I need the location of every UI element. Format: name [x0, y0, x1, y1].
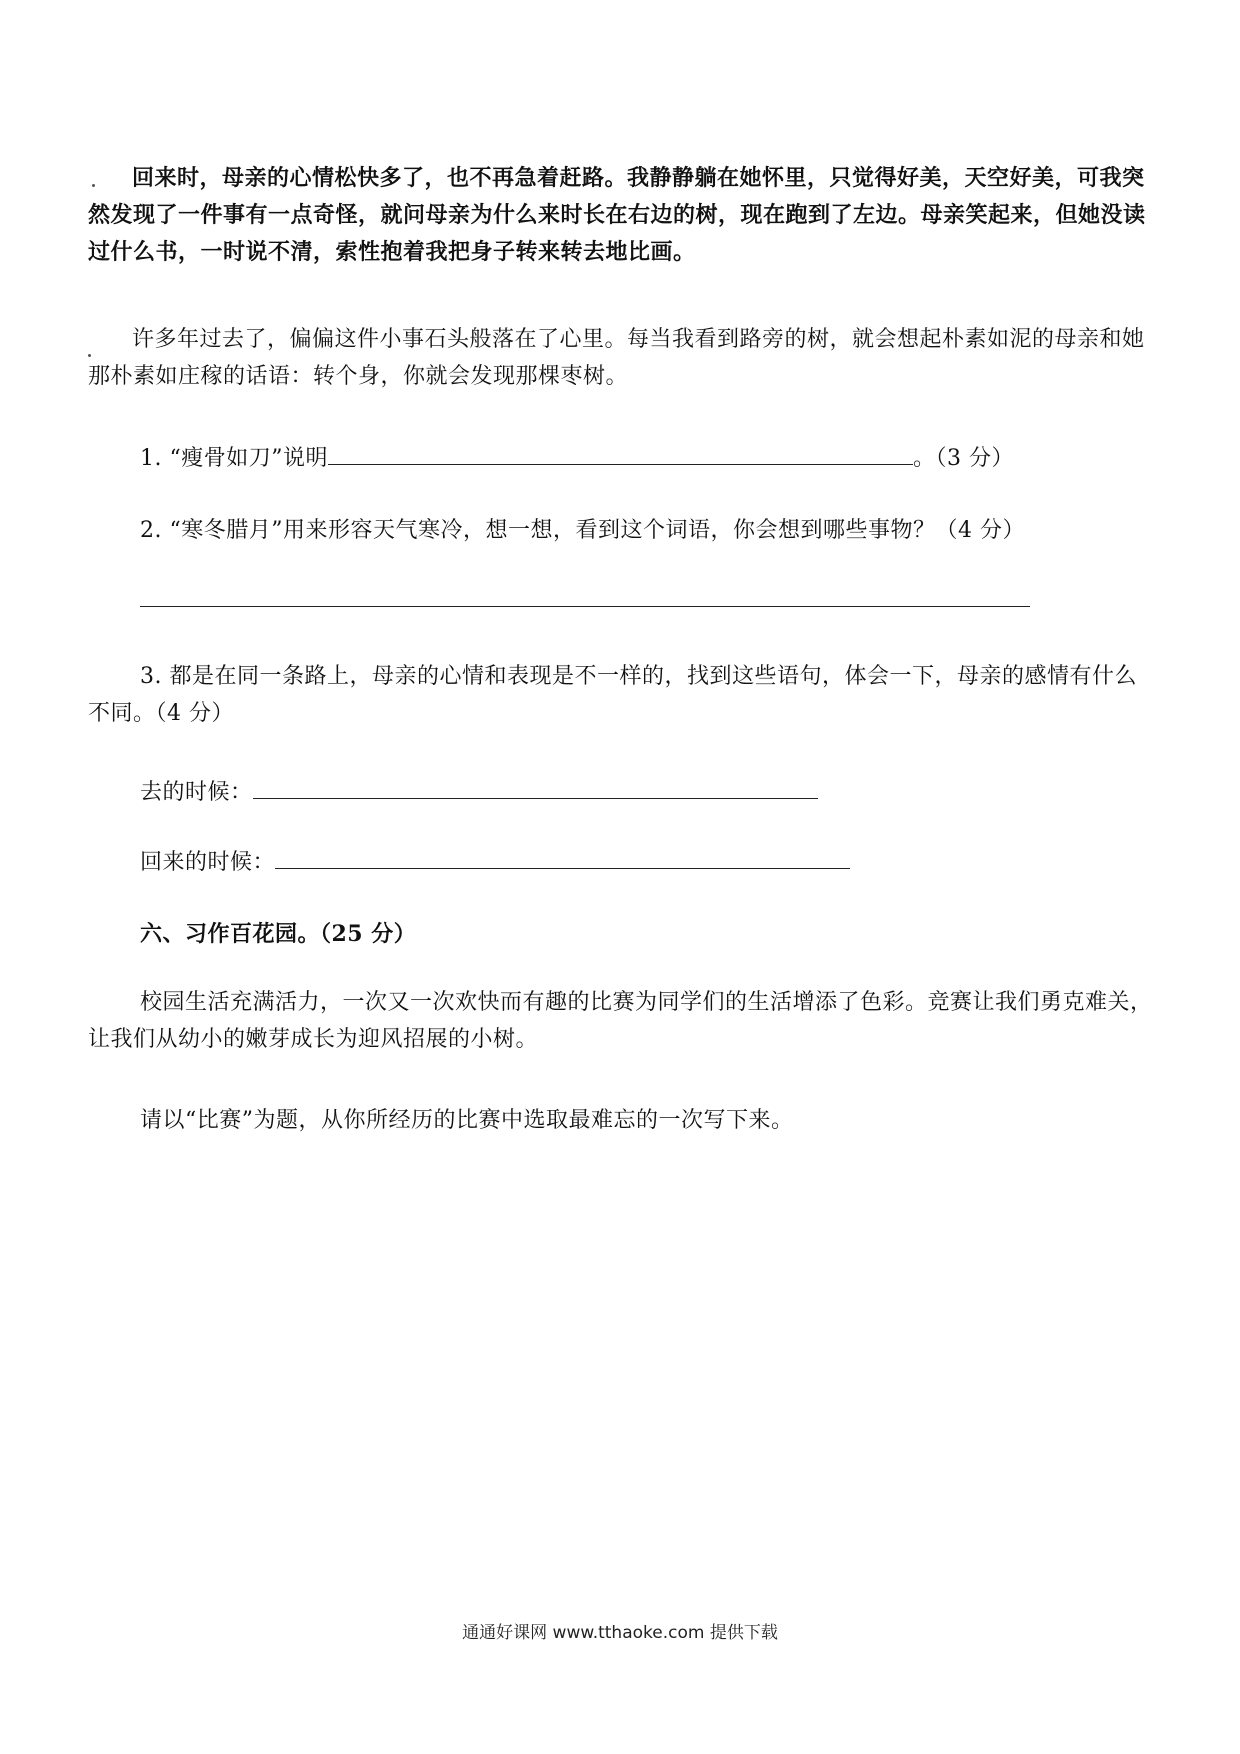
question-2: 2. “寒冬腊月”用来形容天气寒冷，想一想，看到这个词语，你会想到哪些事物？（4 分） — [140, 518, 1025, 543]
passage-paragraph-memory: 许多年过去了，偏偏这件小事石头般落在了心里。每当我看到路旁的树，就会想起朴素如泥的母亲和她那朴素如庄稼的话语：转个身，你就会发现那棵枣树。 — [88, 327, 1145, 389]
going-label: 去的时候： — [140, 780, 253, 805]
question-1-prompt: 1. “瘦骨如刀”说明 — [140, 446, 328, 471]
passage-paragraph-return: 回来时，母亲的心情松快多了，也不再急着赶路。我静静躺在她怀里，只觉得好美，天空好美，可我突然发现了一件事有一点奇怪，就问母亲为什么来时长在右边的树，现在跑到了左边。母亲笑起来，但她没读过什么书，一时说不清，索性抱着我把身子转来转去地比画。 — [88, 165, 1146, 265]
question-1 — [140, 440, 1140, 477]
section-6-prompt: 请以“比赛”为题，从你所经历的比赛中选取最难忘的一次写下来。 — [140, 1108, 794, 1133]
return-answer-blank[interactable] — [275, 850, 850, 869]
section-6-intro: 校园生活充满活力，一次又一次欢快而有趣的比赛为同学们的生活增添了色彩。竞赛让我们勇克难关，让我们从幼小的嫩芽成长为迎风招展的小树。 — [88, 990, 1153, 1052]
section-6-title: 六、习作百花园。（25 分） — [140, 921, 417, 947]
footer-source: 通通好课网 www.tthaoke.com 提供下载 — [462, 1623, 778, 1643]
question-3-return — [140, 844, 1040, 881]
question-1-score: 。（3 分） — [912, 446, 1014, 471]
question-2-answer-blank[interactable] — [140, 606, 1030, 607]
return-label: 回来的时候： — [140, 850, 276, 875]
question-1-answer-blank[interactable] — [328, 446, 913, 465]
going-answer-blank[interactable] — [253, 780, 818, 799]
question-3: 3. 都是在同一条路上，母亲的心情和表现是不一样的，找到这些语句，体会一下，母亲的感情有什么不同。（4 分） — [88, 664, 1137, 726]
question-3-going — [140, 774, 1040, 811]
